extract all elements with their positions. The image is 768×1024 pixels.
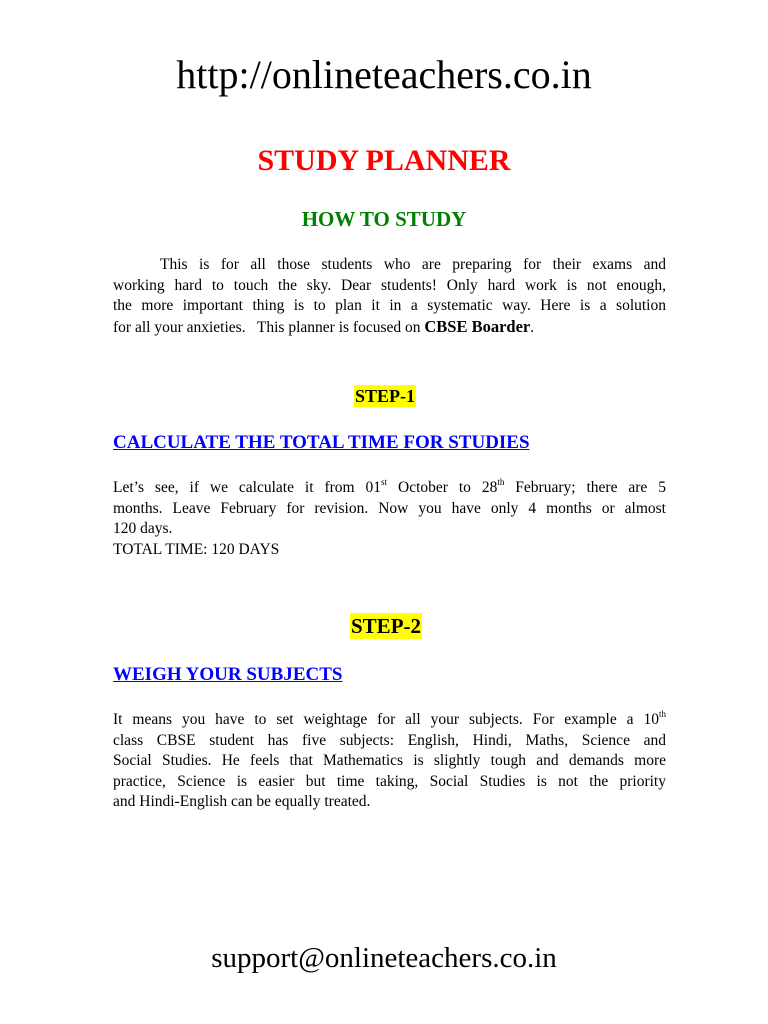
- step-2-paragraph: [113, 710, 666, 813]
- superscript-th-2: th: [658, 709, 666, 719]
- step-2-heading: WEIGH YOUR SUBJECTS: [113, 664, 343, 685]
- superscript-st: st: [381, 477, 388, 487]
- footer-email[interactable]: support@onlineteachers.co.in: [211, 942, 557, 974]
- step-1-line-1-c: February; there are 5: [504, 479, 666, 496]
- intro-line-4-text: for all your anxieties. This planner is focused on: [113, 318, 425, 336]
- step-1-paragraph: [113, 478, 666, 560]
- intro-paragraph: [113, 255, 666, 338]
- cbse-boarder-text: CBSE Boarder: [424, 316, 531, 336]
- intro-line-1: This is for all those students who are preparing for their exams and: [160, 256, 666, 273]
- superscript-th: th: [497, 477, 505, 487]
- step-2-line-1: [113, 710, 666, 731]
- page-title: STUDY PLANNER: [257, 144, 511, 177]
- step-1-line-1-a: Let’s see, if we calculate it from 01: [113, 479, 382, 496]
- step-2-line-3: Social Studies. He feels that Mathematics is slightly tough and demands more: [113, 752, 666, 769]
- header-url[interactable]: http://onlineteachers.co.in: [176, 52, 592, 97]
- intro-line-2: working hard to touch the sky. Dear students! Only hard work is not enough,: [113, 276, 666, 294]
- total-time-line: TOTAL TIME: 120 DAYS: [113, 540, 280, 558]
- step-1-line-1: [113, 478, 666, 499]
- step-1-label: STEP-1: [355, 386, 416, 406]
- intro-line-4: [113, 317, 666, 339]
- page-subtitle: HOW TO STUDY: [301, 207, 467, 231]
- step-2-line-1-a: It means you have to set weightage for all your subjects. For example a 10: [113, 711, 659, 728]
- step-1-line-2: months. Leave February for revision. Now you have only 4 months or almost: [113, 499, 666, 517]
- step-2-line-2: class CBSE student has five subjects: English, Hindi, Maths, Science and: [113, 731, 666, 749]
- step-1-line-3: 120 days.: [113, 520, 173, 537]
- step-2-label: STEP-2: [351, 614, 422, 638]
- intro-line-3: the more important thing is to plan it in a systematic way. Here is a solution: [113, 297, 666, 314]
- step-2-line-4: practice, Science is easier but time taking, Social Studies is not the priority: [113, 772, 666, 790]
- step-2-line-5: and Hindi-English can be equally treated.: [113, 793, 371, 810]
- step-1-line-1-b: October to 28: [387, 479, 498, 496]
- step-1-heading: CALCULATE THE TOTAL TIME FOR STUDIES: [113, 432, 530, 453]
- intro-line-4-end: .: [530, 318, 535, 336]
